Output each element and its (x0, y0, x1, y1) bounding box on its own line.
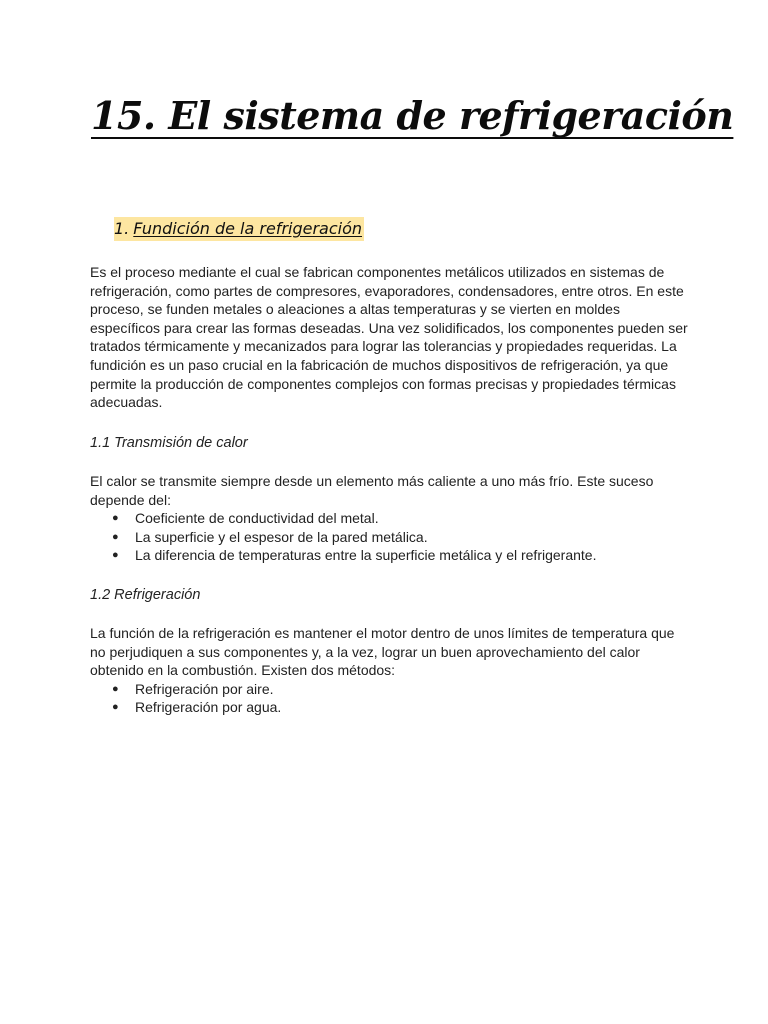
list-item-text: Refrigeración por aire. (135, 680, 274, 697)
list-item-text: La superficie y el espesor de la pared metálica. (135, 528, 428, 545)
subsection-paragraph: El calor se transmite siempre desde un elemento más caliente a uno más frío. Este suceso depende del: (90, 473, 654, 508)
list-item-text: La diferencia de temperaturas entre la superficie metálica y el refrigerante. (135, 547, 597, 564)
list-item (90, 528, 690, 547)
subsection-heading-refrigeracion: 1.2 Refrigeración (90, 587, 201, 603)
subsection-body-transmision (90, 472, 690, 565)
list-item (90, 509, 690, 528)
subsection-heading-transmision: 1.1 Transmisión de calor (90, 435, 248, 451)
bullet-icon: ● (112, 549, 119, 562)
section-number: 1. (114, 217, 129, 241)
bullet-icon: ● (112, 701, 119, 714)
bullet-list (90, 680, 690, 717)
bullet-icon: ● (112, 530, 119, 543)
list-item-text: Coeficiente de conductividad del metal. (135, 510, 379, 527)
intro-paragraph: Es el proceso mediante el cual se fabrican componentes metálicos utilizados en sistemas de refrigeración, como partes de compresores, evaporadores, condensadores, entre otros. En este proceso, se funden metales o aleaciones a altas temperaturas y se vierten en moldes específicos para crear las formas deseadas. Una vez solidificados, los componentes pueden ser tratados térmicamente y mecanizados para lograr las tolerancias y propiedades requeridas. La fundición es un paso crucial en la fabricación de muchos dispositivos de refrigeración, ya que permite la producción de componentes complejos con formas precisas y propiedades térmicas adecuadas. (90, 264, 688, 411)
subsection-paragraph: La función de la refrigeración es mantener el motor dentro de unos límites de temperatura que no perjudiquen a sus componentes y, a la vez, lograr un buen aprovechamiento del calor obtenido en la combustión. Existen dos métodos: (90, 625, 675, 679)
section-heading-text: Fundición de la refrigeración (129, 217, 364, 241)
bullet-list (90, 509, 690, 565)
subsection-body-refrigeracion (90, 624, 690, 717)
list-item (90, 680, 690, 699)
document-title: 15. El sistema de refrigeración (91, 93, 734, 138)
bullet-icon: ● (112, 682, 119, 695)
section-heading (114, 216, 364, 242)
list-item (90, 546, 690, 565)
list-item-text: Refrigeración por agua. (135, 699, 282, 716)
list-item (90, 698, 690, 717)
bullet-icon: ● (112, 512, 119, 525)
